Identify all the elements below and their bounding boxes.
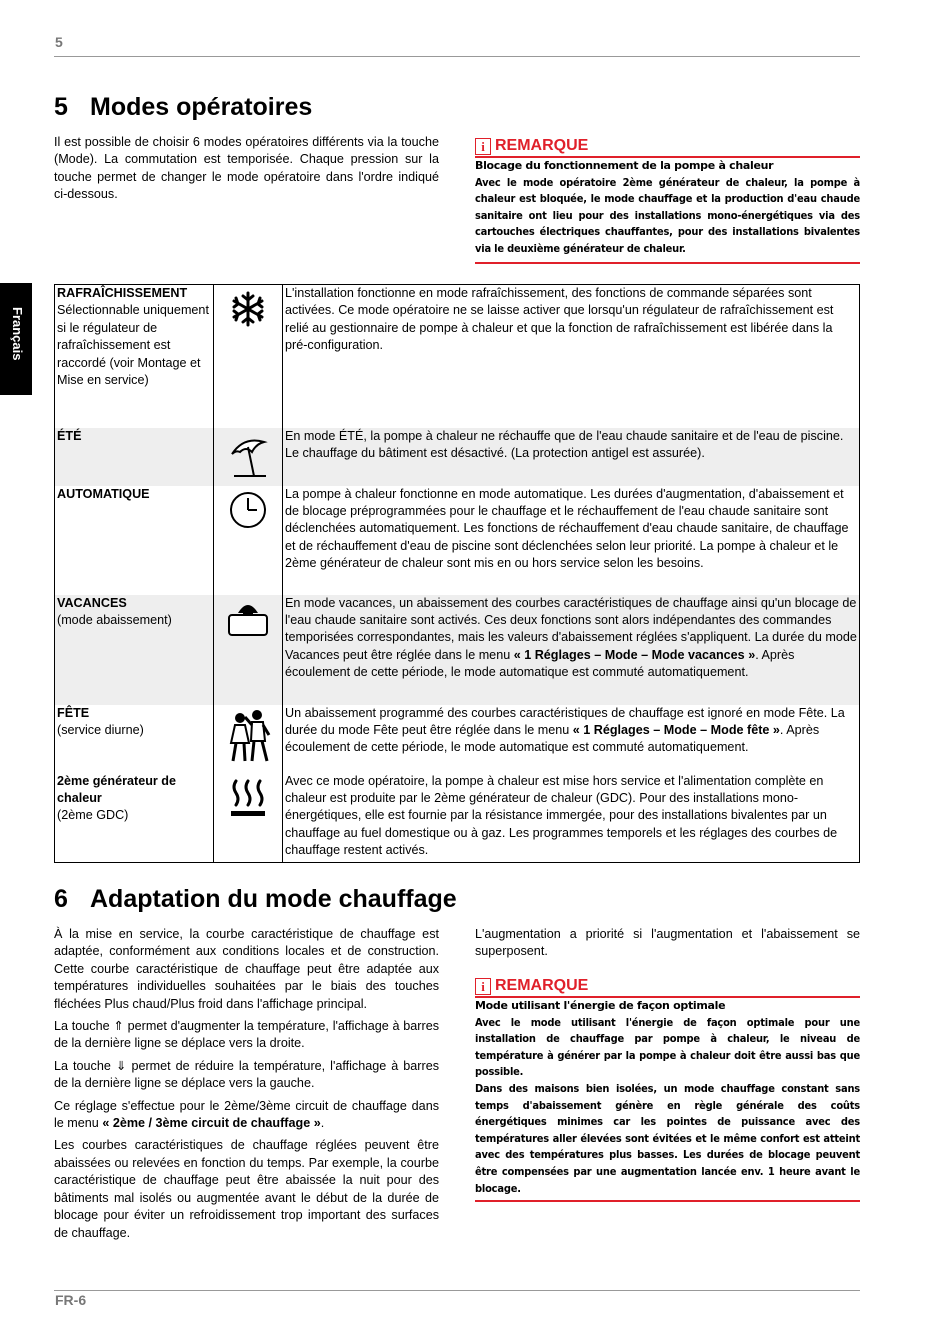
footer-page-label: FR-6 — [55, 1292, 87, 1308]
mode-name: 2ème générateur de chaleur — [57, 773, 176, 805]
mode-icon-cell — [214, 595, 283, 705]
note-label: REMARQUE — [495, 977, 589, 994]
mode-name-cell — [55, 486, 214, 595]
page-number: 5 — [55, 34, 63, 50]
menu-path: « 2ème / 3ème circuit de chauffage » — [102, 1116, 321, 1131]
paragraph: Les courbes caractéristiques de chauffage réglées peuvent être abaissées ou relevées en fonction du temps. Par exemple, la courbe caractéristique de chauffage peut être abaissée la nuit pour des bâtiments mal isolés ou augmentée avant le début de la durée de blocage pour éviter un refroidissement trop important des surfaces de chauffage. — [54, 1138, 439, 1240]
suitcase-icon — [225, 599, 271, 639]
note-label: REMARQUE — [495, 137, 589, 154]
mode-name: VACANCES — [57, 595, 127, 610]
table-row — [55, 595, 860, 705]
mode-sub: (service diurne) — [57, 722, 144, 737]
section-5-title: Modes opératoires — [90, 93, 313, 121]
note-text: Avec le mode opératoire 2ème générateur de chaleur, la pompe à chaleur est bloquée, le mode chauffage et la production d'eau chaude sanitaire ont lieu pour des installations mono-énergétiques via des cartouches électriques chauffantes, pour des installations bivalentes via le deuxième générateur de chaleur. — [475, 175, 860, 255]
mode-name: ÉTÉ — [57, 428, 82, 443]
section-6-number: 6 — [54, 885, 68, 913]
mode-name: FÊTE — [57, 705, 90, 720]
paragraph-text-end: . — [320, 1116, 325, 1131]
paragraph — [54, 1098, 439, 1133]
note-box-energie — [475, 977, 860, 1202]
snowflake-icon — [228, 289, 268, 329]
paragraph-text: Ce réglage s'effectue pour le 2ème/3ème circuit de chauffage dans le menu — [54, 1098, 439, 1131]
parasol-icon — [226, 432, 270, 480]
paragraph: La touche ⇓ permet de réduire la température, l'affichage à barres de la dernière ligne se déplace vers la gauche. — [54, 1058, 439, 1091]
mode-desc-text: Un abaissement programmé des courbes caractéristiques de chauffage est ignoré en mode Fête. La durée du mode Fête peut être réglée dans le menu — [285, 705, 845, 737]
menu-path: « 1 Réglages – Mode – Mode vacances » — [513, 647, 756, 662]
note-subtitle: Mode utilisant l'énergie de façon optimale — [475, 999, 726, 1012]
mode-sub: (2ème GDC) — [57, 808, 129, 823]
mode-desc-text: En mode vacances, un abaissement des courbes caractéristiques de chauffage ainsi qu'un blocage de l'eau chaude sanitaire sont activés. Ces deux fonctions sont alors indépendantes des commandes temporisées correspondantes, mais les valeurs d'abaissement réglées s'appliquent. La durée du mode Vacances peut être réglée dans le menu — [285, 595, 857, 662]
mode-name-cell — [55, 595, 214, 705]
note-text: Avec le mode utilisant l'énergie de façon optimale pour une installation de chauffage par pompe à chaleur, le niveau de température à générer par la pompe à chaleur doit être aussi bas que possible. — [475, 1015, 860, 1079]
mode-name: AUTOMATIQUE — [57, 486, 150, 501]
mode-icon-cell — [214, 773, 283, 863]
section-5-heading — [54, 93, 312, 122]
note-subtitle: Blocage du fonctionnement de la pompe à chaleur — [475, 159, 774, 172]
mode-description: La pompe à chaleur fonctionne en mode automatique. Les durées d'augmentation, d'abaissement et de blocage préprogrammées pour le chauffage et le réchauffement de l'eau chaude sanitaire sont déclenchées automatiquement. Les fonctions de réchauffement d'eau chaude sanitaire, de chauffage et de réchauffement d'eau de piscine sont déclenchées selon leur priorité. La pompe à chaleur et le 2ème générateur de chaleur sont mis en ou hors service selon les besoins. — [285, 486, 849, 571]
mode-description — [283, 595, 860, 705]
table-row — [55, 428, 860, 486]
modes-table — [54, 284, 860, 863]
mode-icon-cell — [214, 285, 283, 428]
mode-sub: Sélectionnable uniquement si le régulateur de rafraîchissement est raccordé (voir Montage et Mise en service) — [57, 303, 209, 388]
paragraph: À la mise en service, la courbe caractéristique de chauffage est adaptée, conformément aux conditions locales et de construction. Cette courbe caractéristique de chauffage peut être adaptée aux températures individuelles souhaitées par le biais des touches fléchées Plus chaud/Plus froid dans l'affichage principal. — [54, 927, 439, 1011]
party-people-icon — [225, 709, 271, 765]
mode-name-cell — [55, 428, 214, 486]
section-5-number: 5 — [54, 93, 68, 121]
section-6-title: Adaptation du mode chauffage — [90, 885, 457, 913]
mode-name-cell — [55, 773, 214, 863]
mode-desc-text-end: . Après écoulement de cette période, le mode automatique est commuté automatiquement. — [285, 647, 795, 680]
mode-icon-cell — [214, 705, 283, 773]
footer-divider — [54, 1290, 860, 1291]
header-divider — [54, 56, 860, 57]
note-bottom-rule — [475, 262, 860, 264]
mode-icon-cell — [214, 428, 283, 486]
menu-path: « 1 Réglages – Mode – Mode fête » — [572, 722, 780, 737]
info-icon: i — [475, 138, 491, 155]
mode-description — [283, 705, 860, 773]
mode-name: RAFRAÎCHISSEMENT — [57, 286, 188, 300]
heater-icon — [228, 777, 268, 821]
mode-desc-text-end: . Après écoulement de cette période, le mode automatique est commuté automatiquement. — [285, 722, 820, 755]
note-box-blocage — [475, 137, 860, 264]
language-side-tab — [0, 283, 32, 395]
clock-icon — [228, 490, 268, 530]
mode-name-cell — [55, 705, 214, 773]
mode-description: En mode ÉTÉ, la pompe à chaleur ne réchauffe que de l'eau chaude sanitaire et de l'eau de piscine. Le chauffage du bâtiment est désactivé. (La protection antigel est assurée). — [283, 428, 860, 486]
section-6-heading — [54, 885, 457, 914]
mode-description: Avec ce mode opératoire, la pompe à chaleur est mise hors service et l'alimentation complète en chaleur est produite par le 2ème générateur de chaleur (GDC). Pour des installations mono-énergétiques, elle est fournie par la résistance immergée, pour des installations bivalentes par un chauffage au fuel domestique ou à gaz. Les programmes temporels et les réglages des courbes de chauffage restent activés. — [283, 773, 860, 863]
info-icon: i — [475, 978, 491, 995]
section-5-intro: Il est possible de choisir 6 modes opératoires différents via la touche (Mode). La commutation est temporisée. Chaque pression sur la touche permet de changer le mode opératoire dans l'ordre indiqué ci-dessous. — [54, 135, 439, 202]
note-text: Dans des maisons bien isolées, un mode chauffage constant sans temps d'abaissement génère en règle générale des coûts énergétiques minimes car les pointes de puissance avec des températures aller élevées sont évitées et le même confort est atteint avec des températures plus basses. Les durées de blocage peuvent être compensées par une augmentation lancée env. 1 heure avant le blocage. — [475, 1081, 860, 1195]
mode-sub: (mode abaissement) — [57, 612, 172, 627]
language-label: Français — [10, 307, 25, 361]
section-6-left-column — [54, 926, 439, 1247]
section-6-right-text: L'augmentation a priorité si l'augmentation et l'abaissement se superposent. — [475, 927, 860, 959]
table-row — [55, 773, 860, 863]
note-bottom-rule — [475, 1200, 860, 1202]
paragraph: La touche ⇑ permet d'augmenter la température, l'affichage à barres de la dernière ligne se déplace vers la droite. — [54, 1019, 439, 1051]
mode-name-cell — [55, 285, 214, 428]
mode-description: L'installation fonctionne en mode rafraîchissement, des fonctions de commande séparées sont activées. Ce mode opératoire ne se laisse activer que lorsqu'un régulateur de rafraîchissement est relié au gestionnaire de pompe à chaleur et que la fonction de rafraîchissement est libérée dans la pré-configuration. — [285, 286, 834, 353]
mode-icon-cell — [214, 486, 283, 595]
note-header — [475, 977, 860, 995]
note-header — [475, 137, 860, 155]
table-row — [55, 486, 860, 595]
table-row — [55, 285, 860, 428]
table-row — [55, 705, 860, 773]
